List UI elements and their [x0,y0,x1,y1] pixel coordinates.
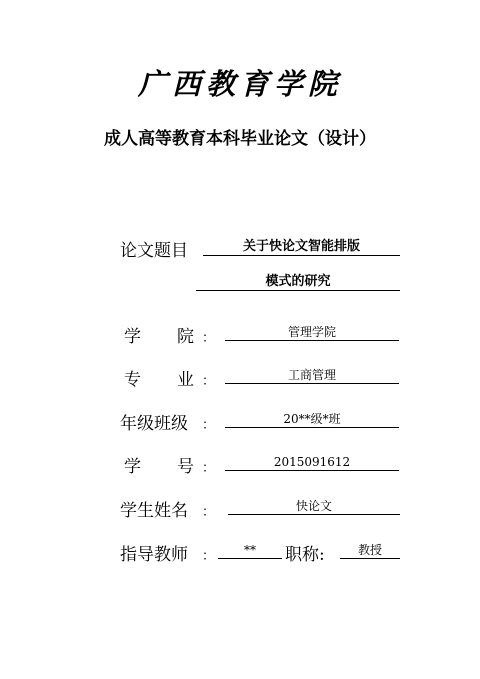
major-colon: ： [202,374,216,389]
thesis-title-line1: 关于快论文智能排版 [203,239,400,256]
student-name-colon: ： [202,505,216,520]
college-label-first: 学 [124,327,141,347]
student-id-value: 2015091612 [225,454,399,471]
rank-value: 教授 [340,542,400,559]
major-label-second: 业 [177,370,194,390]
class-value: 20**级*班 [225,411,399,428]
advisor-colon: ： [202,549,216,564]
thesis-title-label: 论文题目 [120,241,188,261]
student-id-label-first: 学 [124,457,141,477]
college-label-second: 院 [177,327,194,347]
college-colon: ： [202,331,216,346]
thesis-title-line2: 模式的研究 [196,274,400,291]
advisor-label: 指导教师 [120,545,188,565]
class-label: 年级班级 [120,414,188,434]
major-value: 工商管理 [225,367,399,384]
thesis-subtitle: 成人高等教育本科毕业论文（设计） [104,129,376,149]
student-name-value: 快论文 [228,498,400,515]
student-id-label-second: 号 [177,457,194,477]
rank-label: 职称: [285,545,325,565]
student-name-label: 学生姓名 [120,501,188,521]
student-id-colon: ： [202,461,216,476]
class-colon: ： [202,418,216,433]
university-name: 广西教育学院 [137,67,342,101]
college-value: 管理学院 [225,324,399,341]
major-label-first: 专 [124,370,141,390]
advisor-value: ** [218,542,282,559]
